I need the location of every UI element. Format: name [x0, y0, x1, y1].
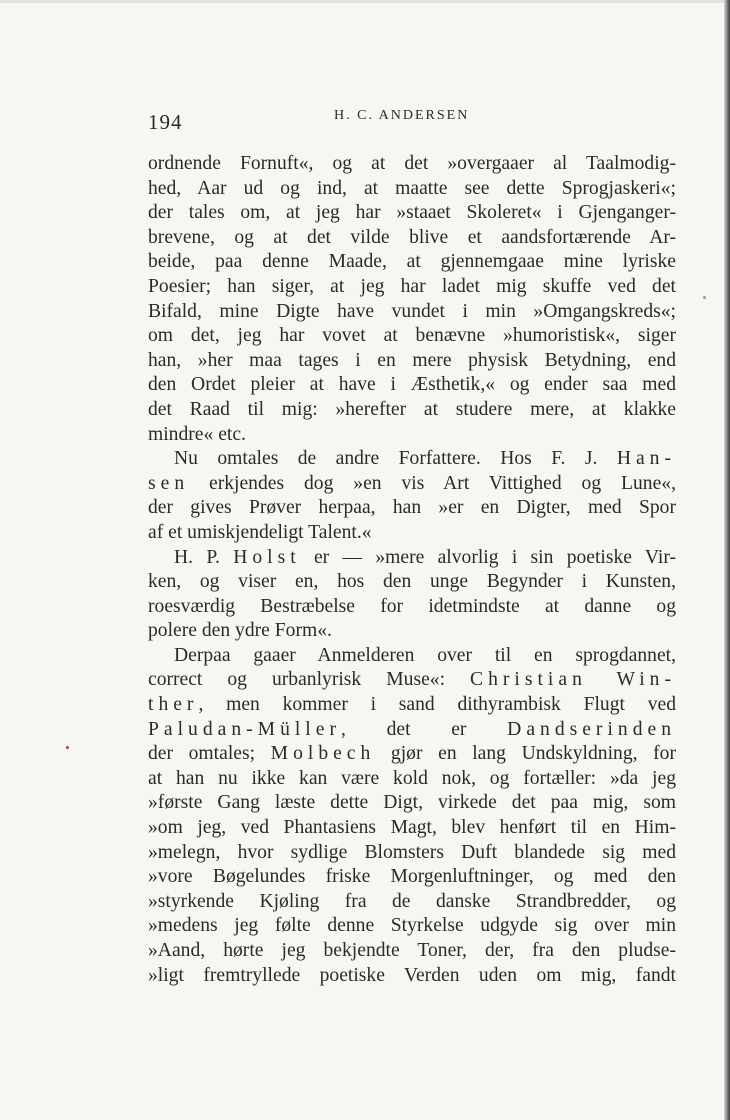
text-segment: H. P. — [174, 546, 234, 568]
text-line: at han nu ikke kan være kold nok, og fortæller: »da jeg — [148, 767, 676, 789]
margin-mark-gray — [703, 296, 706, 299]
spaced-name: ther — [148, 694, 199, 716]
text-segment: Nu omtales de andre Forfattere. Hos F. J. — [174, 448, 617, 470]
scan-top-edge — [0, 0, 730, 3]
margin-mark-red — [66, 746, 69, 749]
spaced-name: Christian Win- — [470, 669, 676, 691]
text-line: hed, Aar ud og ind, at maatte see dette Sprogjaskeri«; — [148, 177, 676, 199]
text-line — [148, 668, 676, 693]
body-text — [148, 152, 676, 988]
text-segment: er — »mere alvorlig i sin poetiske Vir- — [300, 546, 676, 568]
text-line: mindre« etc. — [148, 423, 246, 445]
text-line: »om jeg, ved Phantasiens Magt, blev henført til en Him- — [148, 817, 676, 839]
text-line: polere den ydre Form«. — [148, 620, 332, 642]
text-line: »styrkende Kjøling fra de danske Strandbredder, og — [148, 890, 676, 912]
text-line: »Aand, hørte jeg bekjendte Toner, der, fra den pludse- — [148, 940, 676, 961]
spaced-name: Paludan-Müller — [148, 718, 341, 740]
running-head: H. C. ANDERSEN — [334, 108, 470, 123]
spaced-name: Holst — [233, 546, 301, 568]
spaced-name: Han- — [616, 448, 676, 470]
text-segment: der omtales; — [148, 743, 271, 765]
text-line: »ligt fremtryllede poetiske Verden uden om mig, fandt — [148, 964, 676, 986]
spaced-name: Dandserinden — [507, 718, 676, 740]
page-number: 194 — [148, 110, 183, 134]
text-segment: gjør en lang Undskyldning, for — [375, 743, 676, 765]
spaced-name: sen — [148, 472, 190, 494]
text-line: af et umiskjendeligt Talent.« — [148, 521, 372, 543]
text-line: den Ordet pleier at have i Æsthetik,« og ender saa med — [148, 374, 676, 396]
text-line: det Raad til mig: »herefter at studere mere, at klakke — [148, 398, 676, 420]
text-segment: , det er — [340, 718, 508, 740]
text-line: roesværdig Bestræbelse for idetmindste at danne og — [148, 595, 676, 617]
scan-right-edge — [724, 0, 730, 1120]
text-line: der gives Prøver herpaa, han »er en Digter, med Spor — [148, 497, 676, 519]
text-line: Derpaa gaaer Anmelderen over til en sprogdannet, — [174, 644, 676, 666]
text-segment: , men kommer i sand dithyrambisk Flugt ved — [198, 694, 676, 716]
text-line: »første Gang læste dette Digt, virkede det paa mig, som — [148, 792, 676, 814]
text-segment: correct og urbanlyrisk Muse«: — [148, 669, 471, 691]
text-segment: erkjendes dog »en vis Art Vittighed og Lune«, — [189, 472, 676, 494]
text-line: »melegn, hvor sydlige Blomsters Duft blandede sig med — [148, 841, 676, 863]
spaced-name: Molbech — [270, 743, 376, 765]
text-line: Bifald, mine Digte have vundet i min »Omgangskreds«; — [148, 300, 676, 322]
text-line: brevene, og at det vilde blive et aandsfortærende Ar- — [148, 226, 676, 248]
text-line — [148, 546, 676, 571]
text-line — [148, 718, 676, 743]
page-header — [148, 104, 676, 134]
text-line: han, »her maa tages i en mere physisk Betydning, end — [148, 349, 676, 371]
text-line: om det, jeg har vovet at benævne »humoristisk«, siger — [148, 325, 676, 347]
text-line — [148, 693, 676, 718]
text-line — [148, 447, 676, 472]
text-line: ken, og viser en, hos den unge Begynder i Kunsten, — [148, 571, 676, 593]
text-line: ordnende Fornuft«, og at det »overgaaer al Taalmodig- — [148, 153, 676, 174]
text-line: beide, paa denne Maade, at gjennemgaae mine lyriske — [148, 251, 676, 273]
text-line — [148, 742, 676, 767]
text-line: »vore Bøgelundes friske Morgenluftninger, og med den — [148, 866, 676, 888]
text-line — [148, 472, 676, 497]
text-line: »medens jeg følte denne Styrkelse udgyde sig over min — [148, 915, 676, 937]
text-line: der tales om, at jeg har »staaet Skoleret« i Gjenganger- — [148, 202, 676, 224]
text-line: Poesier; han siger, at jeg har ladet mig skuffe ved det — [148, 275, 676, 297]
